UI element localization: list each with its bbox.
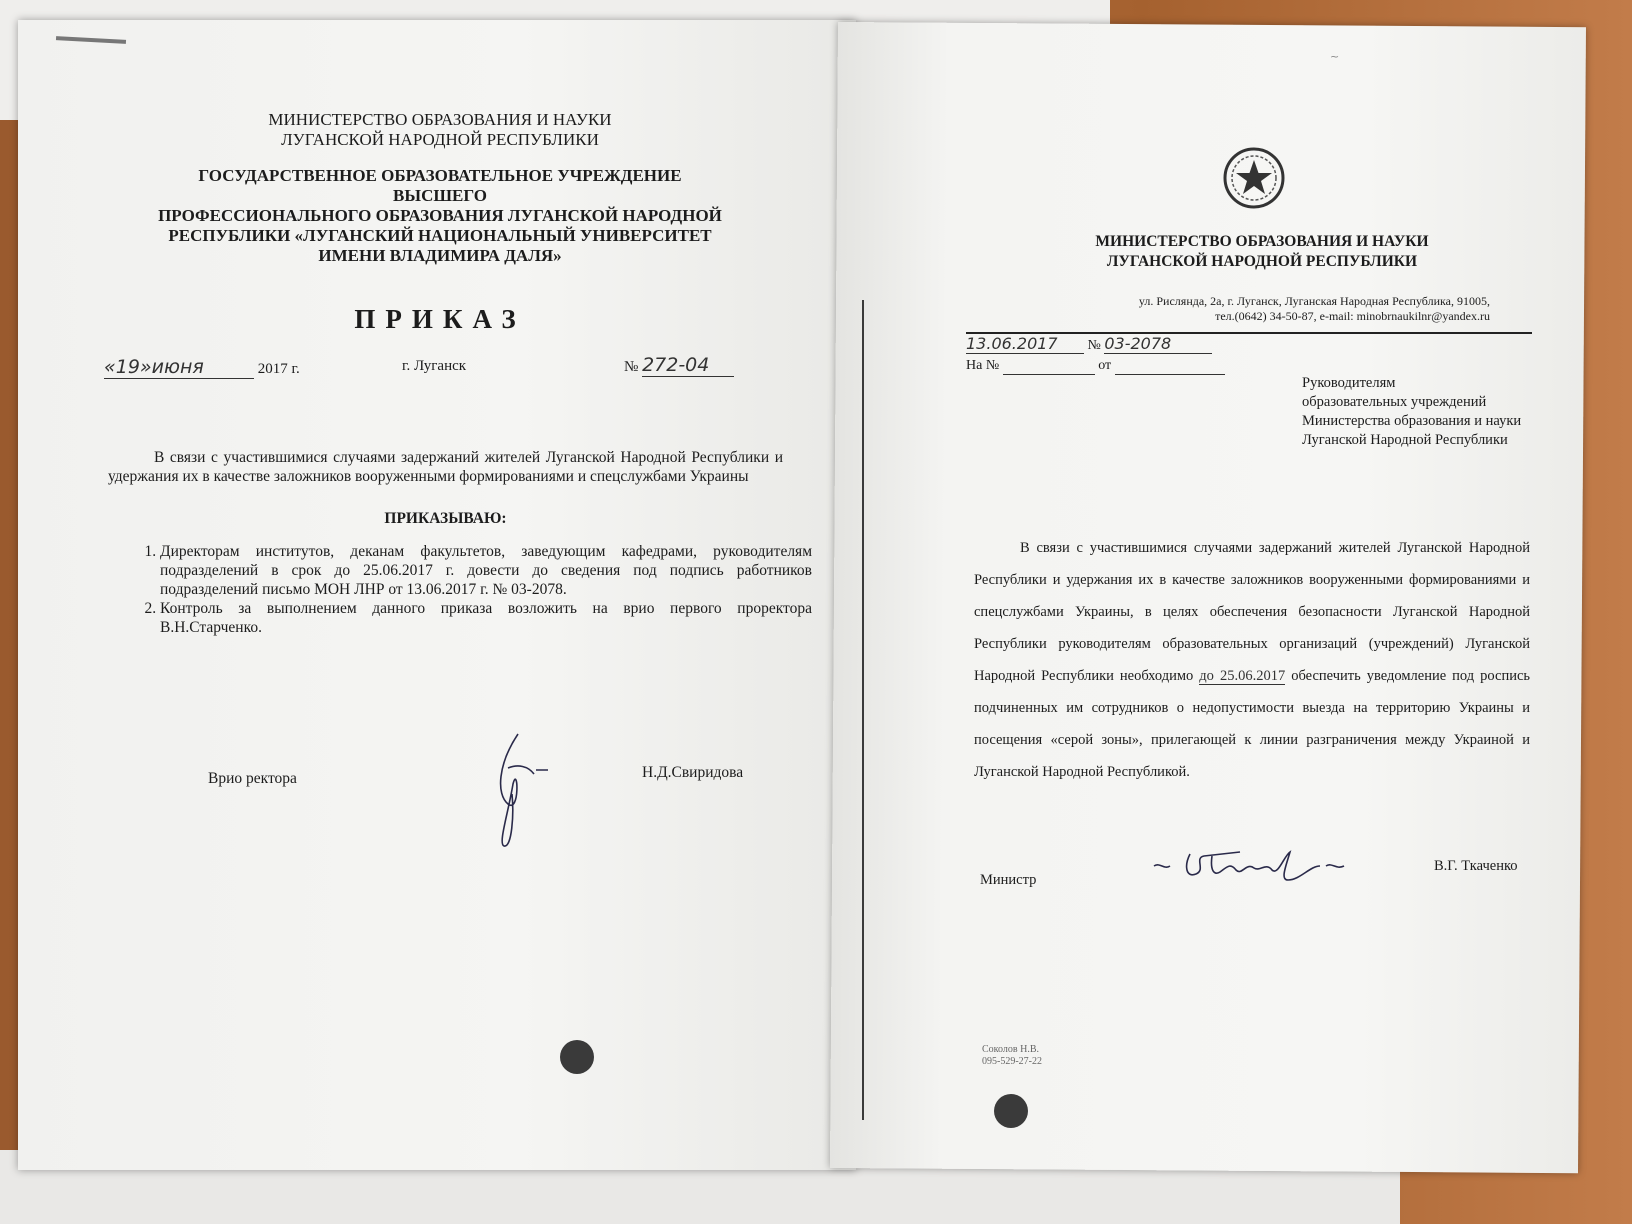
order-city: г. Луганск [402, 358, 467, 374]
letter-registration: 13.06.2017 № 03-2078 [966, 334, 1212, 354]
order-number: № 272-04 [624, 354, 734, 377]
letter-number-handwritten: 03-2078 [1104, 334, 1212, 354]
order-preamble: В связи с участившимися случаями задержаний жителей Луганской Народной Республики и удержания их в качестве заложников вооруженными формированиями и спецслужбами Украины [108, 449, 783, 485]
left-signer-name: Н.Д.Свиридова [642, 764, 744, 781]
order-item: 1. Директорам институтов, деканам факультетов, заведующим кафедрами, руководителям подразделений в срок до 25.06.2017 г. довести до сведения под подпись работников подразделений письмо МОН ЛНР от 13.06.2017 г. № 03-2078. [160, 542, 812, 599]
letter-date-handwritten: 13.06.2017 [966, 334, 1084, 354]
letter-executor: Соколов Н.В. 095-529-27-22 [982, 1044, 1042, 1067]
left-organization-name: ГОСУДАРСТВЕННОЕ ОБРАЗОВАТЕЛЬНОЕ УЧРЕЖДЕНИЕ ВЫСШЕГО ПРОФЕССИОНАЛЬНОГО ОБРАЗОВАНИЯ ЛУГАНСКОЙ НАРОДНОЙ РЕСПУБЛИКИ «ЛУГАНСКИЙ НАЦИОНАЛЬНЫЙ УНИВЕРСИТЕТ ИМЕНИ ВЛАДИМИРА ДАЛЯ» [158, 166, 722, 265]
left-ministry-header: МИНИСТЕРСТВО ОБРАЗОВАНИЯ И НАУКИ ЛУГАНСКОЙ НАРОДНОЙ РЕСПУБЛИКИ [268, 110, 612, 149]
order-number-handwritten: 272-04 [642, 354, 734, 377]
letter-reply-reference: На № от [966, 358, 1225, 375]
order-items [132, 542, 812, 637]
letter-body: В связи с участившимися случаями задержаний жителей Луганской Народной Республики и удержания их в качестве заложников вооруженными формированиями и спецслужбами Украины, в целях обеспечения безопасности Луганской Народной Республики руководителям образовательных организаций (учреждений) Луганской Народной Республики необходимо до 25.06.2017 обеспечить уведомление под роспись подчиненных им сотрудников о недопустимости выезда на территорию Украины и посещения «серой зоны», прилегающей к линии разграничения между Украиной и Луганской Народной Республикой. [974, 540, 1531, 780]
punch-hole [560, 1040, 594, 1074]
page-edge-line [862, 300, 864, 1120]
order-date-handwritten: «19»июня [104, 356, 254, 379]
letter-addressee: Руководителям образовательных учреждений Министерства образования и науки Луганской Народной Республики [1302, 375, 1522, 448]
right-signer-name: В.Г. Ткаченко [1434, 858, 1518, 874]
right-ministry-header: МИНИСТЕРСТВО ОБРАЗОВАНИЯ И НАУКИ ЛУГАНСКОЙ НАРОДНОЙ РЕСПУБЛИКИ [1095, 233, 1429, 270]
letter-deadline-underlined: до 25.06.2017 [1199, 668, 1286, 684]
left-signature-mark [478, 724, 568, 854]
order-item: 2. Контроль за выполнением данного приказа возложить на врио первого проректора В.Н.Старченко. [160, 599, 812, 637]
right-signature-mark [1150, 836, 1350, 896]
order-directive-word: ПРИКАЗЫВАЮ: [384, 510, 507, 527]
order-date: «19»июня 2017 г. [104, 356, 300, 378]
order-title: ПРИКАЗ [354, 304, 526, 334]
ministry-contacts: ул. Рисляндa, 2а, г. Луганск, Луганская Народная Республика, 91005, тел.(0642) 34-50-87, e-mail: minobrnaukilnr@yandex.ru [1138, 294, 1490, 323]
punch-hole [994, 1094, 1028, 1128]
state-emblem-icon [1222, 146, 1286, 210]
right-signer-role: Министр [980, 872, 1037, 888]
left-signer-role: Врио ректора [208, 770, 297, 787]
corner-note: ~ [1330, 50, 1340, 63]
